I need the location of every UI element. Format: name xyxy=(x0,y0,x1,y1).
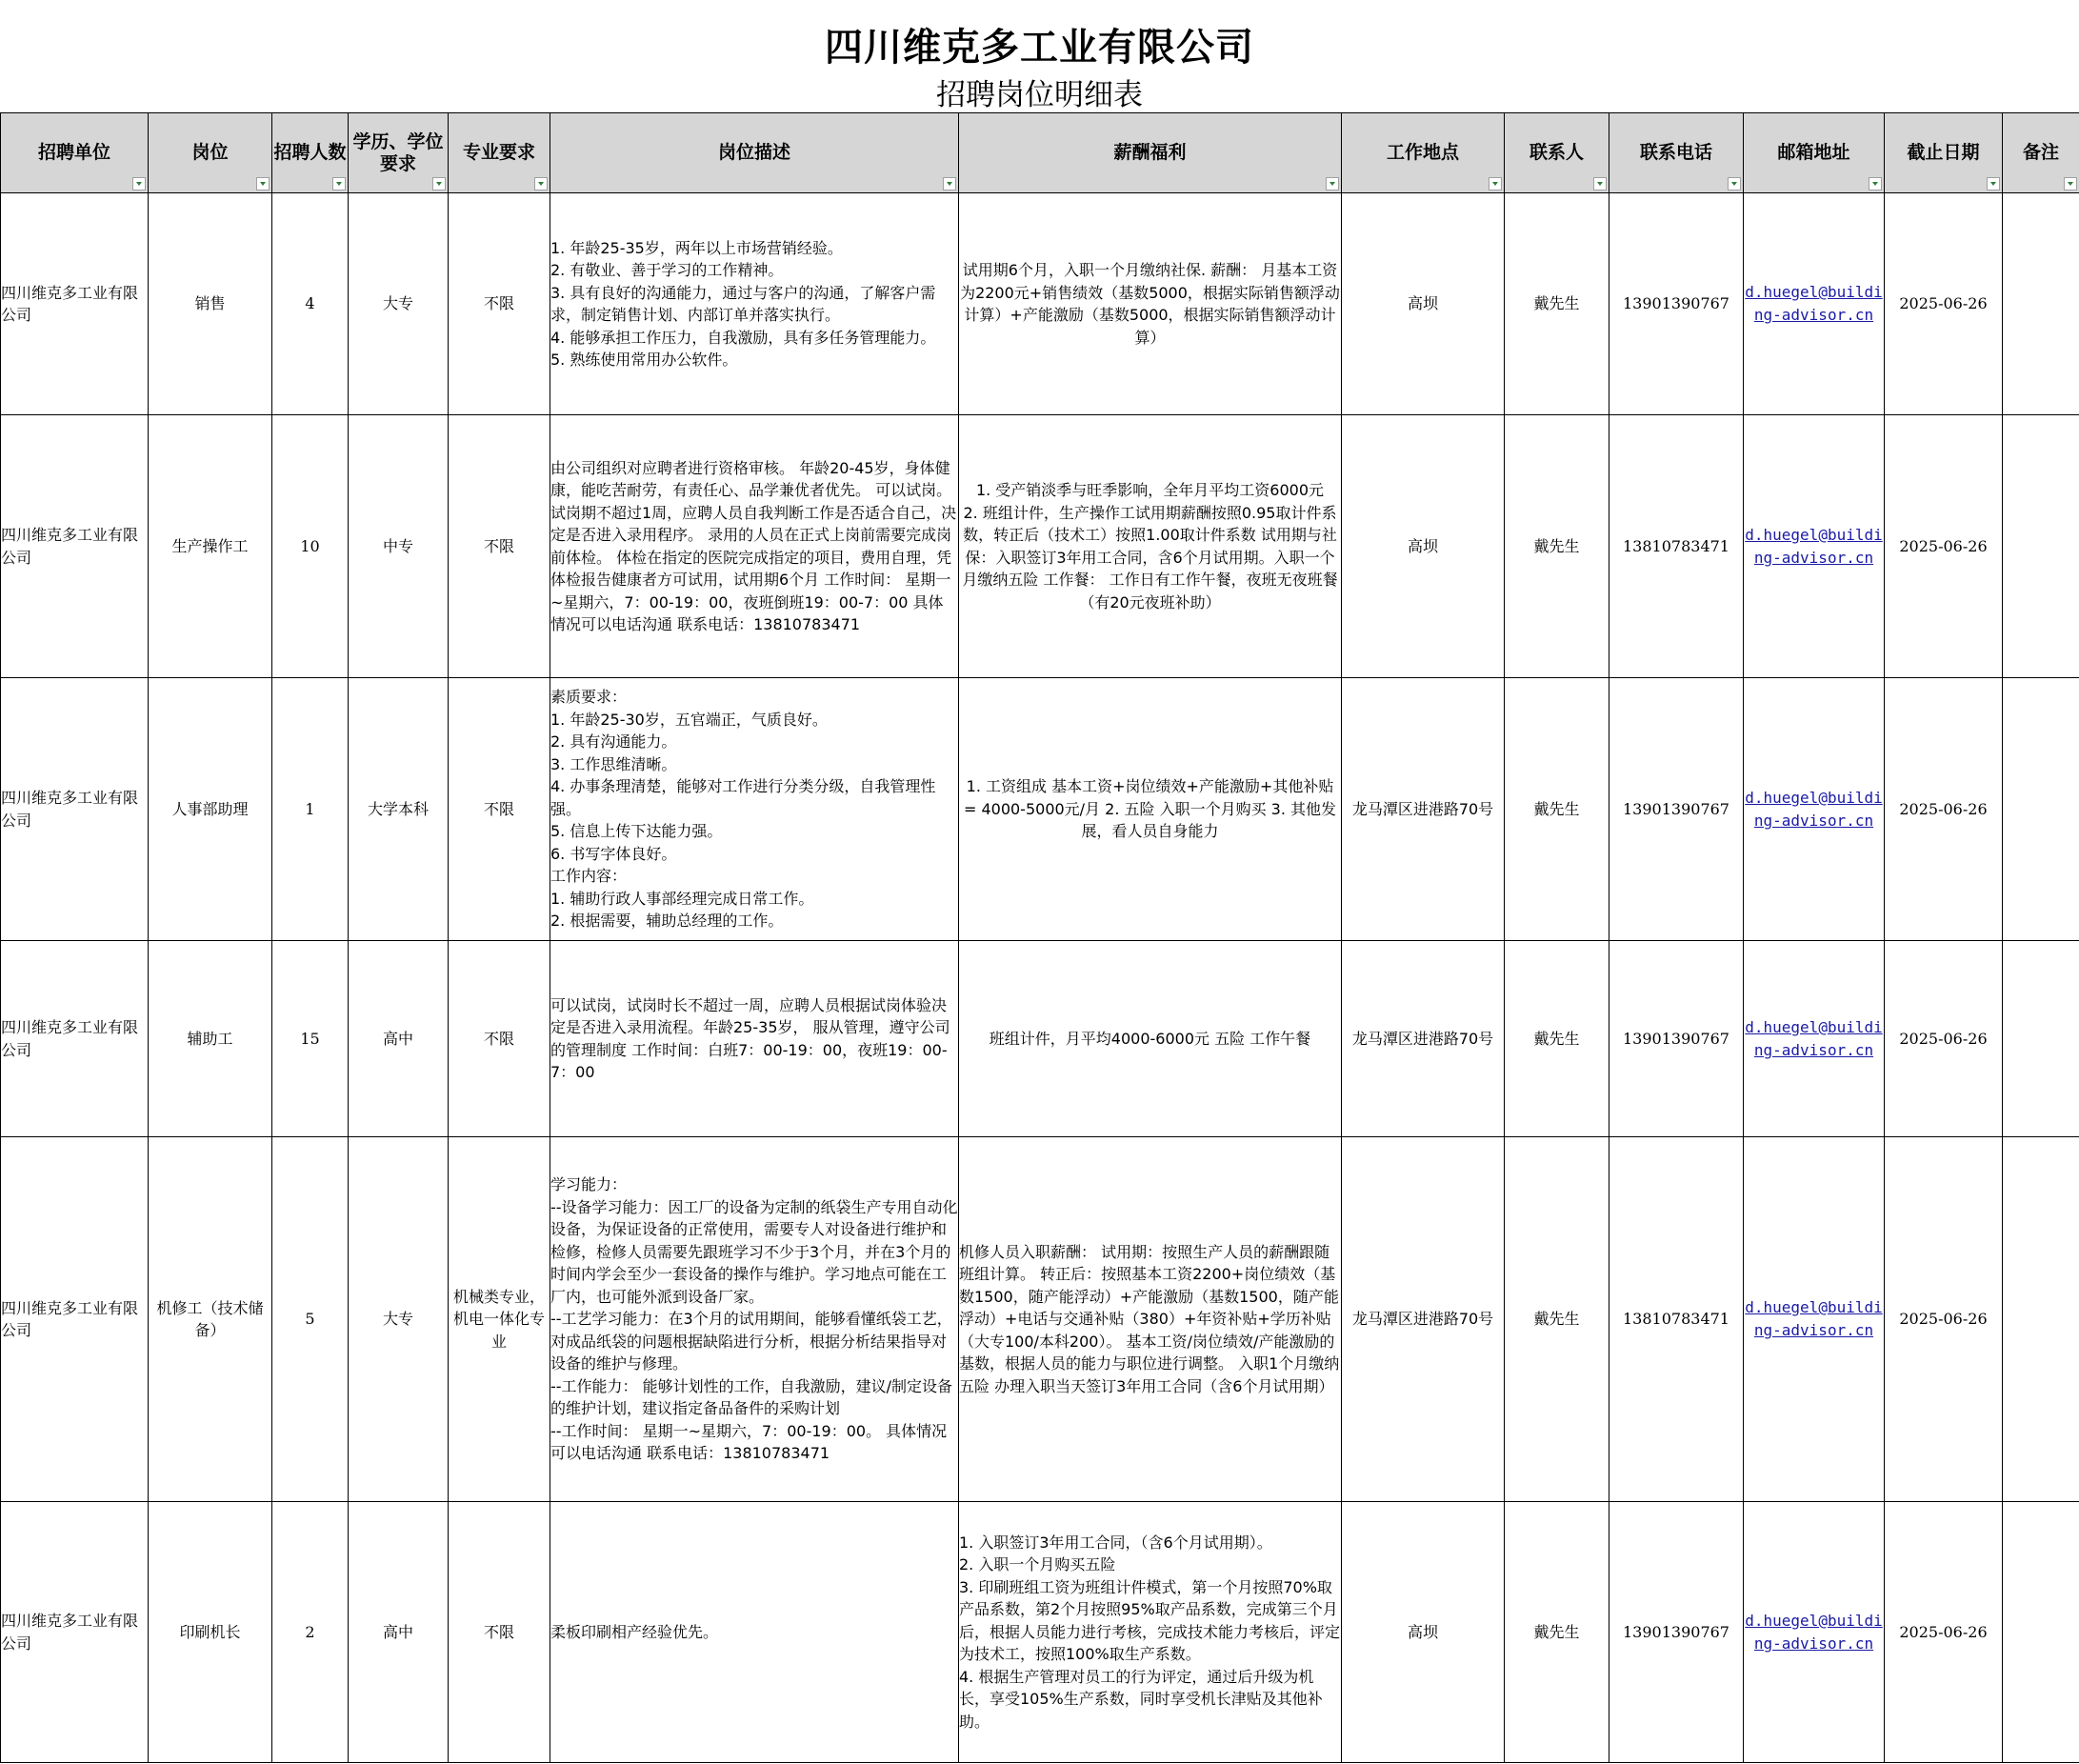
header-salary xyxy=(959,113,1342,193)
header-major xyxy=(449,113,550,193)
cell-contact: 戴先生 xyxy=(1505,193,1609,415)
cell-salary: 班组计件，月平均4000-6000元 五险 工作午餐 xyxy=(959,941,1342,1137)
cell-position: 机修工（技术储备） xyxy=(149,1137,272,1502)
cell-description: 柔板印刷相产经验优先。 xyxy=(550,1502,959,1763)
filter-dropdown-icon[interactable] xyxy=(256,177,270,190)
cell-location: 龙马潭区进港路70号 xyxy=(1342,941,1505,1137)
cell-count: 15 xyxy=(272,941,349,1137)
filter-dropdown-icon[interactable] xyxy=(1728,177,1741,190)
header-label: 截止日期 xyxy=(1907,142,1980,163)
filter-dropdown-icon[interactable] xyxy=(332,177,346,190)
table-row xyxy=(1,415,2079,678)
cell-unit: 四川维克多工业有限公司 xyxy=(1,941,149,1137)
header-phone xyxy=(1609,113,1744,193)
header-label: 岗位描述 xyxy=(717,142,790,163)
cell-location: 高坝 xyxy=(1342,1502,1505,1763)
cell-education: 大学本科 xyxy=(349,678,449,941)
header-contact xyxy=(1505,113,1609,193)
cell-deadline: 2025-06-26 xyxy=(1885,1502,2003,1763)
header-location xyxy=(1342,113,1505,193)
cell-location: 高坝 xyxy=(1342,415,1505,678)
cell-unit: 四川维克多工业有限公司 xyxy=(1,193,149,415)
header-label: 招聘单位 xyxy=(37,142,110,163)
cell-phone: 13901390767 xyxy=(1609,941,1744,1137)
recruitment-table xyxy=(0,112,2079,1763)
header-count xyxy=(272,113,349,193)
cell-education: 中专 xyxy=(349,415,449,678)
table-row xyxy=(1,1502,2079,1763)
header-note xyxy=(2003,113,2079,193)
cell-phone: 13810783471 xyxy=(1609,415,1744,678)
cell-note xyxy=(2003,1137,2079,1502)
cell-contact: 戴先生 xyxy=(1505,1137,1609,1502)
cell-phone: 13901390767 xyxy=(1609,193,1744,415)
cell-location: 高坝 xyxy=(1342,193,1505,415)
cell-position: 销售 xyxy=(149,193,272,415)
cell-deadline: 2025-06-26 xyxy=(1885,193,2003,415)
cell-education: 大专 xyxy=(349,1137,449,1502)
header-label: 邮箱地址 xyxy=(1777,142,1850,163)
filter-dropdown-icon[interactable] xyxy=(1593,177,1607,190)
header-education xyxy=(349,113,449,193)
cell-phone: 13810783471 xyxy=(1609,1137,1744,1502)
cell-contact: 戴先生 xyxy=(1505,1502,1609,1763)
header-label: 学历、学位要求 xyxy=(352,130,444,174)
filter-dropdown-icon[interactable] xyxy=(1987,177,2000,190)
cell-location: 龙马潭区进港路70号 xyxy=(1342,678,1505,941)
header-row xyxy=(1,113,2079,193)
filter-dropdown-icon[interactable] xyxy=(943,177,956,190)
header-unit xyxy=(1,113,149,193)
cell-phone: 13901390767 xyxy=(1609,1502,1744,1763)
cell-count: 5 xyxy=(272,1137,349,1502)
cell-email-link[interactable]: d.huegel@building-advisor.cn xyxy=(1744,941,1885,1137)
cell-major: 不限 xyxy=(449,678,550,941)
cell-email-link[interactable]: d.huegel@building-advisor.cn xyxy=(1744,1137,1885,1502)
cell-salary: 试用期6个月，入职一个月缴纳社保. 薪酬： 月基本工资为2200元+销售绩效（基数5000，根据实际销售额浮动计算）+产能激励（基数5000，根据实际销售额浮动计算） xyxy=(959,193,1342,415)
filter-dropdown-icon[interactable] xyxy=(1326,177,1339,190)
cell-description: 可以试岗，试岗时长不超过一周，应聘人员根据试岗体验决定是否进入录用流程。年龄25-35岁， 服从管理，遵守公司的管理制度 工作时间：白班7：00-19：00，夜班19：00-7：00 xyxy=(550,941,959,1137)
cell-education: 大专 xyxy=(349,193,449,415)
cell-unit: 四川维克多工业有限公司 xyxy=(1,678,149,941)
cell-position: 印刷机长 xyxy=(149,1502,272,1763)
header-email xyxy=(1744,113,1885,193)
cell-email-link[interactable]: d.huegel@building-advisor.cn xyxy=(1744,678,1885,941)
header-label: 专业要求 xyxy=(462,142,535,163)
cell-count: 10 xyxy=(272,415,349,678)
cell-major: 不限 xyxy=(449,415,550,678)
table-row xyxy=(1,941,2079,1137)
filter-dropdown-icon[interactable] xyxy=(2064,177,2077,190)
cell-count: 2 xyxy=(272,1502,349,1763)
cell-location: 龙马潭区进港路70号 xyxy=(1342,1137,1505,1502)
document-subtitle: 招聘岗位明细表 xyxy=(936,78,1143,112)
cell-unit: 四川维克多工业有限公司 xyxy=(1,415,149,678)
cell-major: 不限 xyxy=(449,1502,550,1763)
filter-dropdown-icon[interactable] xyxy=(1869,177,1882,190)
header-position xyxy=(149,113,272,193)
cell-email-link[interactable]: d.huegel@building-advisor.cn xyxy=(1744,415,1885,678)
cell-contact: 戴先生 xyxy=(1505,415,1609,678)
cell-note xyxy=(2003,941,2079,1137)
table-row xyxy=(1,678,2079,941)
filter-dropdown-icon[interactable] xyxy=(1489,177,1502,190)
cell-description: 素质要求： 1. 年龄25-30岁，五官端正，气质良好。 2. 具有沟通能力。 3. 工作思维清晰。 4. 办事条理清楚，能够对工作进行分类分级，自我管理性强。 5. 信息上传下达能力强。 6. 书写字体良好。 工作内容： 1. 辅助行政人事部经理完成日常工作。 2. 根据需要，辅助总经理的工作。 xyxy=(550,678,959,941)
cell-position: 辅助工 xyxy=(149,941,272,1137)
cell-description: 1. 年龄25-35岁，两年以上市场营销经验。 2. 有敬业、善于学习的工作精神。 3. 具有良好的沟通能力，通过与客户的沟通，了解客户需求，制定销售计划、内部订单并落实执行。 4. 能够承担工作压力，自我激励，具有多任务管理能力。 5. 熟练使用常用办公软件。 xyxy=(550,193,959,415)
cell-major: 不限 xyxy=(449,193,550,415)
cell-note xyxy=(2003,193,2079,415)
filter-dropdown-icon[interactable] xyxy=(432,177,446,190)
cell-count: 1 xyxy=(272,678,349,941)
cell-major: 机械类专业，机电一体化专业 xyxy=(449,1137,550,1502)
cell-contact: 戴先生 xyxy=(1505,941,1609,1137)
cell-deadline: 2025-06-26 xyxy=(1885,941,2003,1137)
cell-deadline: 2025-06-26 xyxy=(1885,678,2003,941)
header-label: 工作地点 xyxy=(1386,142,1459,163)
cell-position: 人事部助理 xyxy=(149,678,272,941)
header-label: 岗位 xyxy=(191,142,229,163)
cell-unit: 四川维克多工业有限公司 xyxy=(1,1137,149,1502)
cell-phone: 13901390767 xyxy=(1609,678,1744,941)
cell-note xyxy=(2003,678,2079,941)
cell-salary: 1. 工资组成 基本工资+岗位绩效+产能激励+其他补贴 = 4000-5000元/月 2. 五险 入职一个月购买 3. 其他发展，看人员自身能力 xyxy=(959,678,1342,941)
filter-dropdown-icon[interactable] xyxy=(132,177,146,190)
cell-count: 4 xyxy=(272,193,349,415)
document-title: 四川维克多工业有限公司 xyxy=(825,25,1254,70)
header-deadline xyxy=(1885,113,2003,193)
cell-note xyxy=(2003,415,2079,678)
table-row xyxy=(1,1137,2079,1502)
cell-salary: 机修人员入职薪酬： 试用期：按照生产人员的薪酬跟随班组计算。 转正后：按照基本工资2200+岗位绩效（基数1500，随产能浮动）+产能激励（基数1500，随产能浮动）+电话与交通补贴（380）+年资补贴+学历补贴（大专100/本科200）。 基本工资/岗位绩效/产能激励的基数，根据人员的能力与职位进行调整。 入职1个月缴纳五险 办理入职当天签订3年用工合同（含6个月试用期） xyxy=(959,1137,1342,1502)
cell-description: 学习能力： --设备学习能力：因工厂的设备为定制的纸袋生产专用自动化设备，为保证设备的正常使用，需要专人对设备进行维护和检修，检修人员需要先跟班学习不少于3个月，并在3个月的时间内学会至少一套设备的操作与维护。学习地点可能在工厂内，也可能外派到设备厂家。 --工艺学习能力：在3个月的试用期间，能够看懂纸袋工艺，对成品纸袋的问题根据缺陷进行分析，根据分析结果指导对设备的维护与修理。 --工作能力： 能够计划性的工作，自我激励，建议/制定设备的维护计划，建议指定备品备件的采购计划 --工作时间： 星期一~星期六，7：00-19：00。 具体情况可以电话沟通 联系电话：13810783471 xyxy=(550,1137,959,1502)
cell-deadline: 2025-06-26 xyxy=(1885,1137,2003,1502)
header-description xyxy=(550,113,959,193)
cell-education: 高中 xyxy=(349,941,449,1137)
header-label: 备注 xyxy=(2022,142,2059,163)
cell-deadline: 2025-06-26 xyxy=(1885,415,2003,678)
cell-education: 高中 xyxy=(349,1502,449,1763)
cell-major: 不限 xyxy=(449,941,550,1137)
header-label: 联系电话 xyxy=(1639,142,1712,163)
cell-unit: 四川维克多工业有限公司 xyxy=(1,1502,149,1763)
filter-dropdown-icon[interactable] xyxy=(534,177,548,190)
table-row xyxy=(1,193,2079,415)
cell-note xyxy=(2003,1502,2079,1763)
cell-description: 由公司组织对应聘者进行资格审核。 年龄20-45岁，身体健康，能吃苦耐劳，有责任心、品学兼优者优先。 可以试岗。试岗期不超过1周，应聘人员自我判断工作是否适合自己，决定是否进入录用程序。 录用的人员在正式上岗前需要完成岗前体检。 体检在指定的医院完成指定的项目，费用自理，凭体检报告健康者方可试用，试用期6个月 工作时间： 星期一~星期六，7：00-19：00，夜班倒班19：00-7：00 具体情况可以电话沟通 联系电话：13810783471 xyxy=(550,415,959,678)
cell-position: 生产操作工 xyxy=(149,415,272,678)
cell-email-link[interactable]: d.huegel@building-advisor.cn xyxy=(1744,193,1885,415)
cell-contact: 戴先生 xyxy=(1505,678,1609,941)
cell-email-link[interactable]: d.huegel@building-advisor.cn xyxy=(1744,1502,1885,1763)
header-label: 联系人 xyxy=(1529,142,1584,163)
header-label: 招聘人数 xyxy=(273,142,347,163)
header-label: 薪酬福利 xyxy=(1113,142,1187,163)
cell-salary: 1. 入职签订3年用工合同，（含6个月试用期）。 2. 入职一个月购买五险 3. 印刷班组工资为班组计件模式，第一个月按照70%取产品系数，第2个月按照95%取产品系数，完成第三个月后，根据人员能力进行考核，完成技术能力考核后，评定为技术工，按照100%取生产系数。 4. 根据生产管理对员工的行为评定，通过后升级为机长，享受105%生产系数，同时享受机长津贴及其他补助。 xyxy=(959,1502,1342,1763)
cell-salary: 1. 受产销淡季与旺季影响，全年月平均工资6000元 2. 班组计件，生产操作工试用期薪酬按照0.95取计件系数，转正后（技术工）按照1.00取计件系数 试用期与社保：入职签订3年用工合同，含6个月试用期。入职一个月缴纳五险 工作餐： 工作日有工作午餐，夜班无夜班餐（有20元夜班补助） xyxy=(959,415,1342,678)
